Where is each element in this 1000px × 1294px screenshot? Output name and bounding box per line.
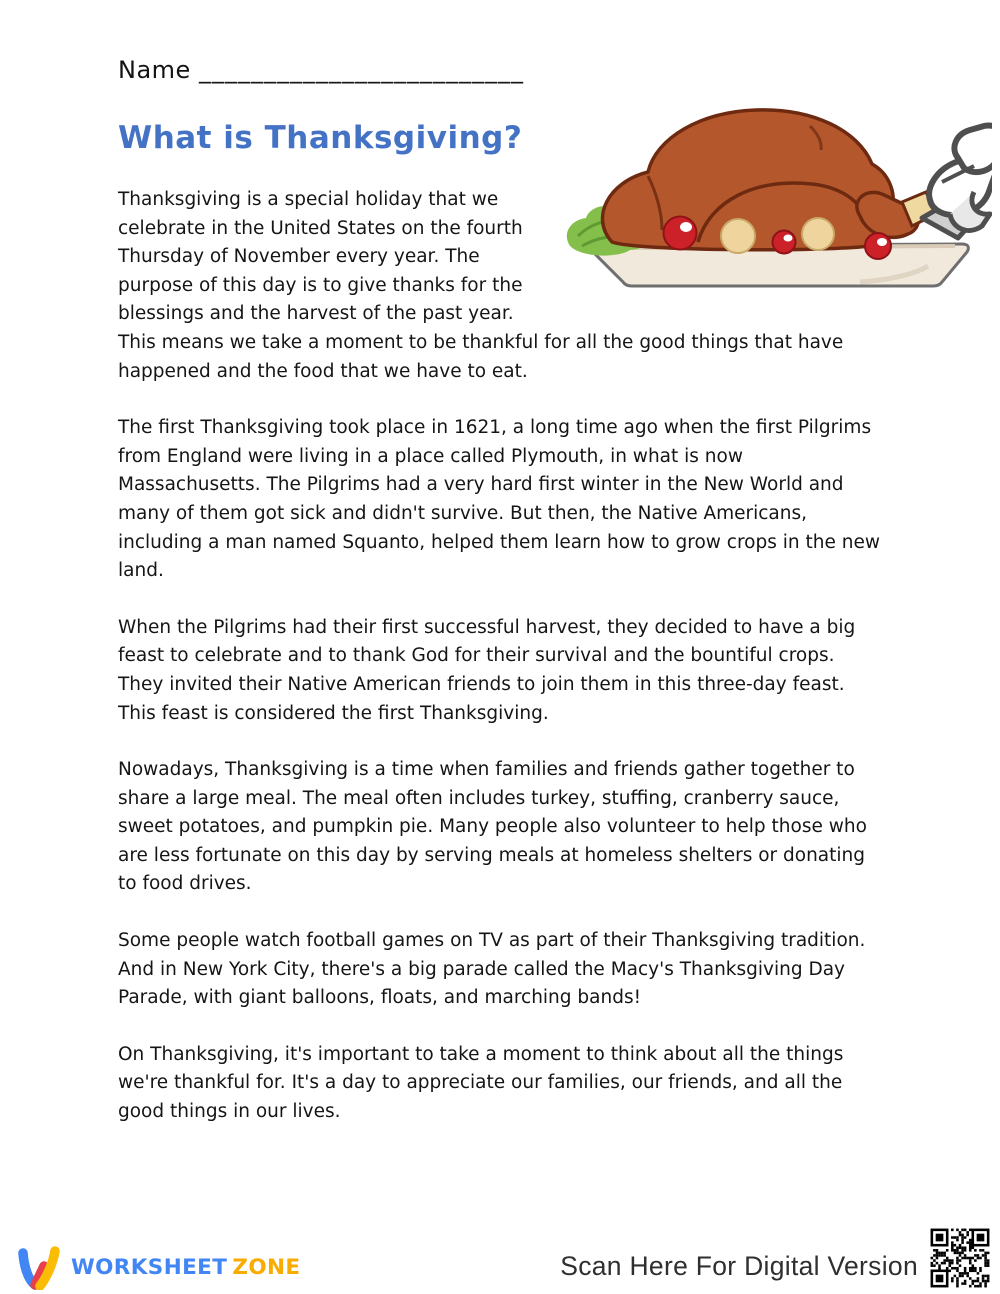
- worksheet-content: [118, 0, 884, 1127]
- paragraph-first-feast: When the Pilgrims had their first successful harvest, they decided to have a big feast to celebrate and to thank God for their survival and the bountiful crops. They invited their Native American friends to join them in this three-day feast. This feast is considered the first Thanksgiving.: [118, 616, 856, 724]
- paragraph-history: The first Thanksgiving took place in 1621, a long time ago when the first Pilgrims from England were living in a place called Plymouth, in what is now Massachusetts. The Pilgrims had a very hard first winter in the New World and many of them got sick and didn't survive. But then, the Native Americans, including a man named Squanto, helped them learn how to grow crops in the new land.: [118, 417, 880, 582]
- paragraph-nowadays: Nowadays, Thanksgiving is a time when families and friends gather together to share a large meal. The meal often includes turkey, stuffing, cranberry sauce, sweet potatoes, and pumpkin pie. Many people also volunteer to help those who are less fortunate on this day by serving meals at homeless shelters or donating to food drives.: [118, 759, 867, 895]
- page-title: What is Thanksgiving?: [118, 120, 523, 156]
- qr-code: [928, 1225, 992, 1291]
- brand-zone: ZONE: [232, 1254, 301, 1280]
- paragraph-traditions: Some people watch football games on TV as part of their Thanksgiving tradition. And in New York City, there's a big parade called the Macy's Thanksgiving Day Parade, with giant balloons, floats, and marching bands!: [118, 930, 866, 1009]
- name-label: Name: [118, 56, 191, 84]
- paragraph-closing: On Thanksgiving, it's important to take a moment to think about all the things we're thankful for. It's a day to appreciate our families, our friends, and all the good things in our lives.: [118, 1043, 844, 1123]
- paper-frills: [922, 126, 992, 238]
- name-row: [118, 56, 884, 84]
- scan-here-label: Scan Here For Digital Version: [560, 1250, 918, 1281]
- brand-worksheet: WORKSHEET: [71, 1254, 228, 1280]
- brand-name: [71, 1255, 300, 1280]
- paragraph-intro: Thanksgiving is a special holiday that we celebrate in the United States on the fourth Thursday of November every year. The purpose of this day is to give thanks for the blessings and the harvest of the past year. This means we take a moment to be thankful for all the good things that have happened and the food that we have to eat.: [118, 186, 884, 386]
- name-blank-line: _________________________: [198, 56, 524, 84]
- worksheet-zone-logo: [16, 1244, 300, 1290]
- footer: [0, 1222, 1000, 1294]
- brand-w-icon: [16, 1244, 62, 1290]
- text-wrap-spacer: [539, 186, 884, 304]
